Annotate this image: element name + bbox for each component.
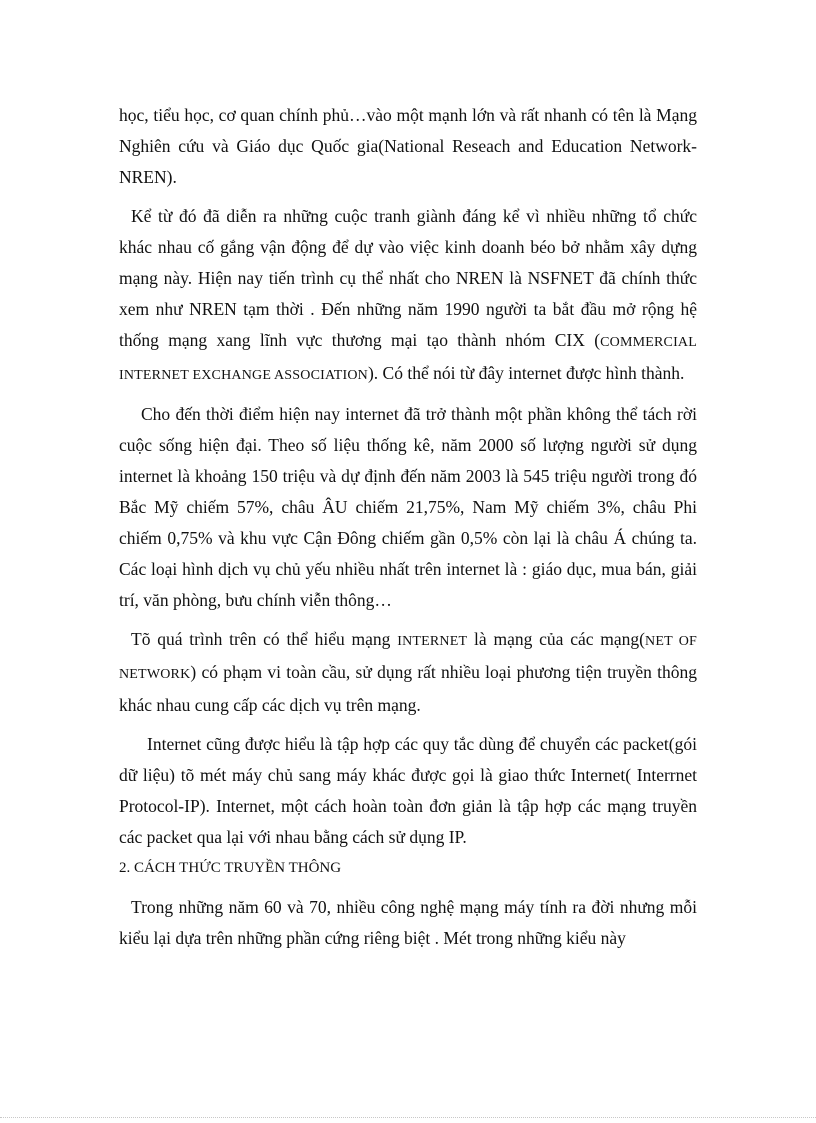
- paragraph-text: Trong những năm 60 và 70, nhiều công nghệ mạng máy tính ra đời nhưng mỗi kiểu lại dựa trên những phần cứng riêng biệt . Mét trong những kiểu này: [119, 897, 697, 948]
- paragraph-text: ) có phạm vi toàn cầu, sử dụng rất nhiều loại phương tiện truyền thông khác nhau cung cấp các dịch vụ trên mạng.: [119, 662, 697, 715]
- net-of-network-term: NET OF NETWORK: [119, 634, 697, 682]
- paragraph-text: ). Có thể nói từ đây internet được hình thành.: [367, 363, 685, 383]
- paragraph-internet-protocol: [119, 729, 697, 853]
- paragraph-communication-methods: [119, 892, 697, 954]
- document-body: [119, 100, 697, 954]
- paragraph-internet-definition: [119, 624, 697, 721]
- cix-full-name: COMMERCIAL INTERNET EXCHANGE ASSOCIATION: [119, 335, 697, 383]
- paragraph-nren-intro: [119, 100, 697, 193]
- paragraph-text: Kể từ đó đã diễn ra những cuộc tranh giành đáng kể vì nhiều những tổ chức khác nhau cố gắng vận động để dự vào việc kinh doanh béo bở nhằm xây dựng mạng này. Hiện nay tiến trình cụ thể nhất cho NREN là NSFNET đã chính thức xem như NREN tạm thời . Đến những năm 1990 người ta bắt đầu mở rộng hệ thống mạng xang lĩnh vực thương mại tạo thành nhóm CIX (: [119, 206, 697, 350]
- section-heading: [119, 853, 697, 884]
- internet-term: INTERNET: [397, 634, 468, 649]
- paragraph-internet-statistics: [119, 399, 697, 616]
- page-bottom-border: [0, 1117, 816, 1118]
- paragraph-text: học, tiểu học, cơ quan chính phủ…vào một mạnh lớn và rất nhanh có tên là Mạng Nghiên cứu và Giáo dục Quốc gia(National Reseach and Education Network-NREN).: [119, 105, 697, 187]
- section-heading-text: 2. CÁCH THỨC TRUYỀN THÔNG: [119, 860, 342, 876]
- paragraph-cix-history: [119, 201, 697, 391]
- paragraph-text: là mạng của các mạng(: [467, 629, 646, 649]
- paragraph-text: Cho đến thời điểm hiện nay internet đã trở thành một phần không thể tách rời cuộc sống hiện đại. Theo số liệu thống kê, năm 2000 số lượng người sử dụng internet là khoảng 150 triệu và dự định đến năm 2003 là 545 triệu người trong đó Bắc Mỹ chiếm 57%, châu ÂU chiếm 21,75%, Nam Mỹ chiếm 3%, châu Phi chiếm 0,75% và khu vực Cận Đông chiếm gần 0,5% còn lại là châu Á chúng ta. Các loại hình dịch vụ chủ yếu nhiều nhất trên internet là : giáo dục, mua bán, giải trí, văn phòng, bưu chính viễn thông…: [119, 404, 697, 610]
- paragraph-text: Internet cũng được hiểu là tập hợp các quy tắc dùng để chuyển các packet(gói dữ liệu) tõ mét máy chủ sang máy khác được gọi là giao thức Internet( Interrnet Protocol-IP). Internet, một cách hoàn toàn đơn giản là tập hợp các mạng truyền các packet qua lại với nhau bằng cách sử dụng IP.: [119, 734, 697, 847]
- paragraph-text: Tõ quá trình trên có thể hiểu mạng: [131, 629, 398, 649]
